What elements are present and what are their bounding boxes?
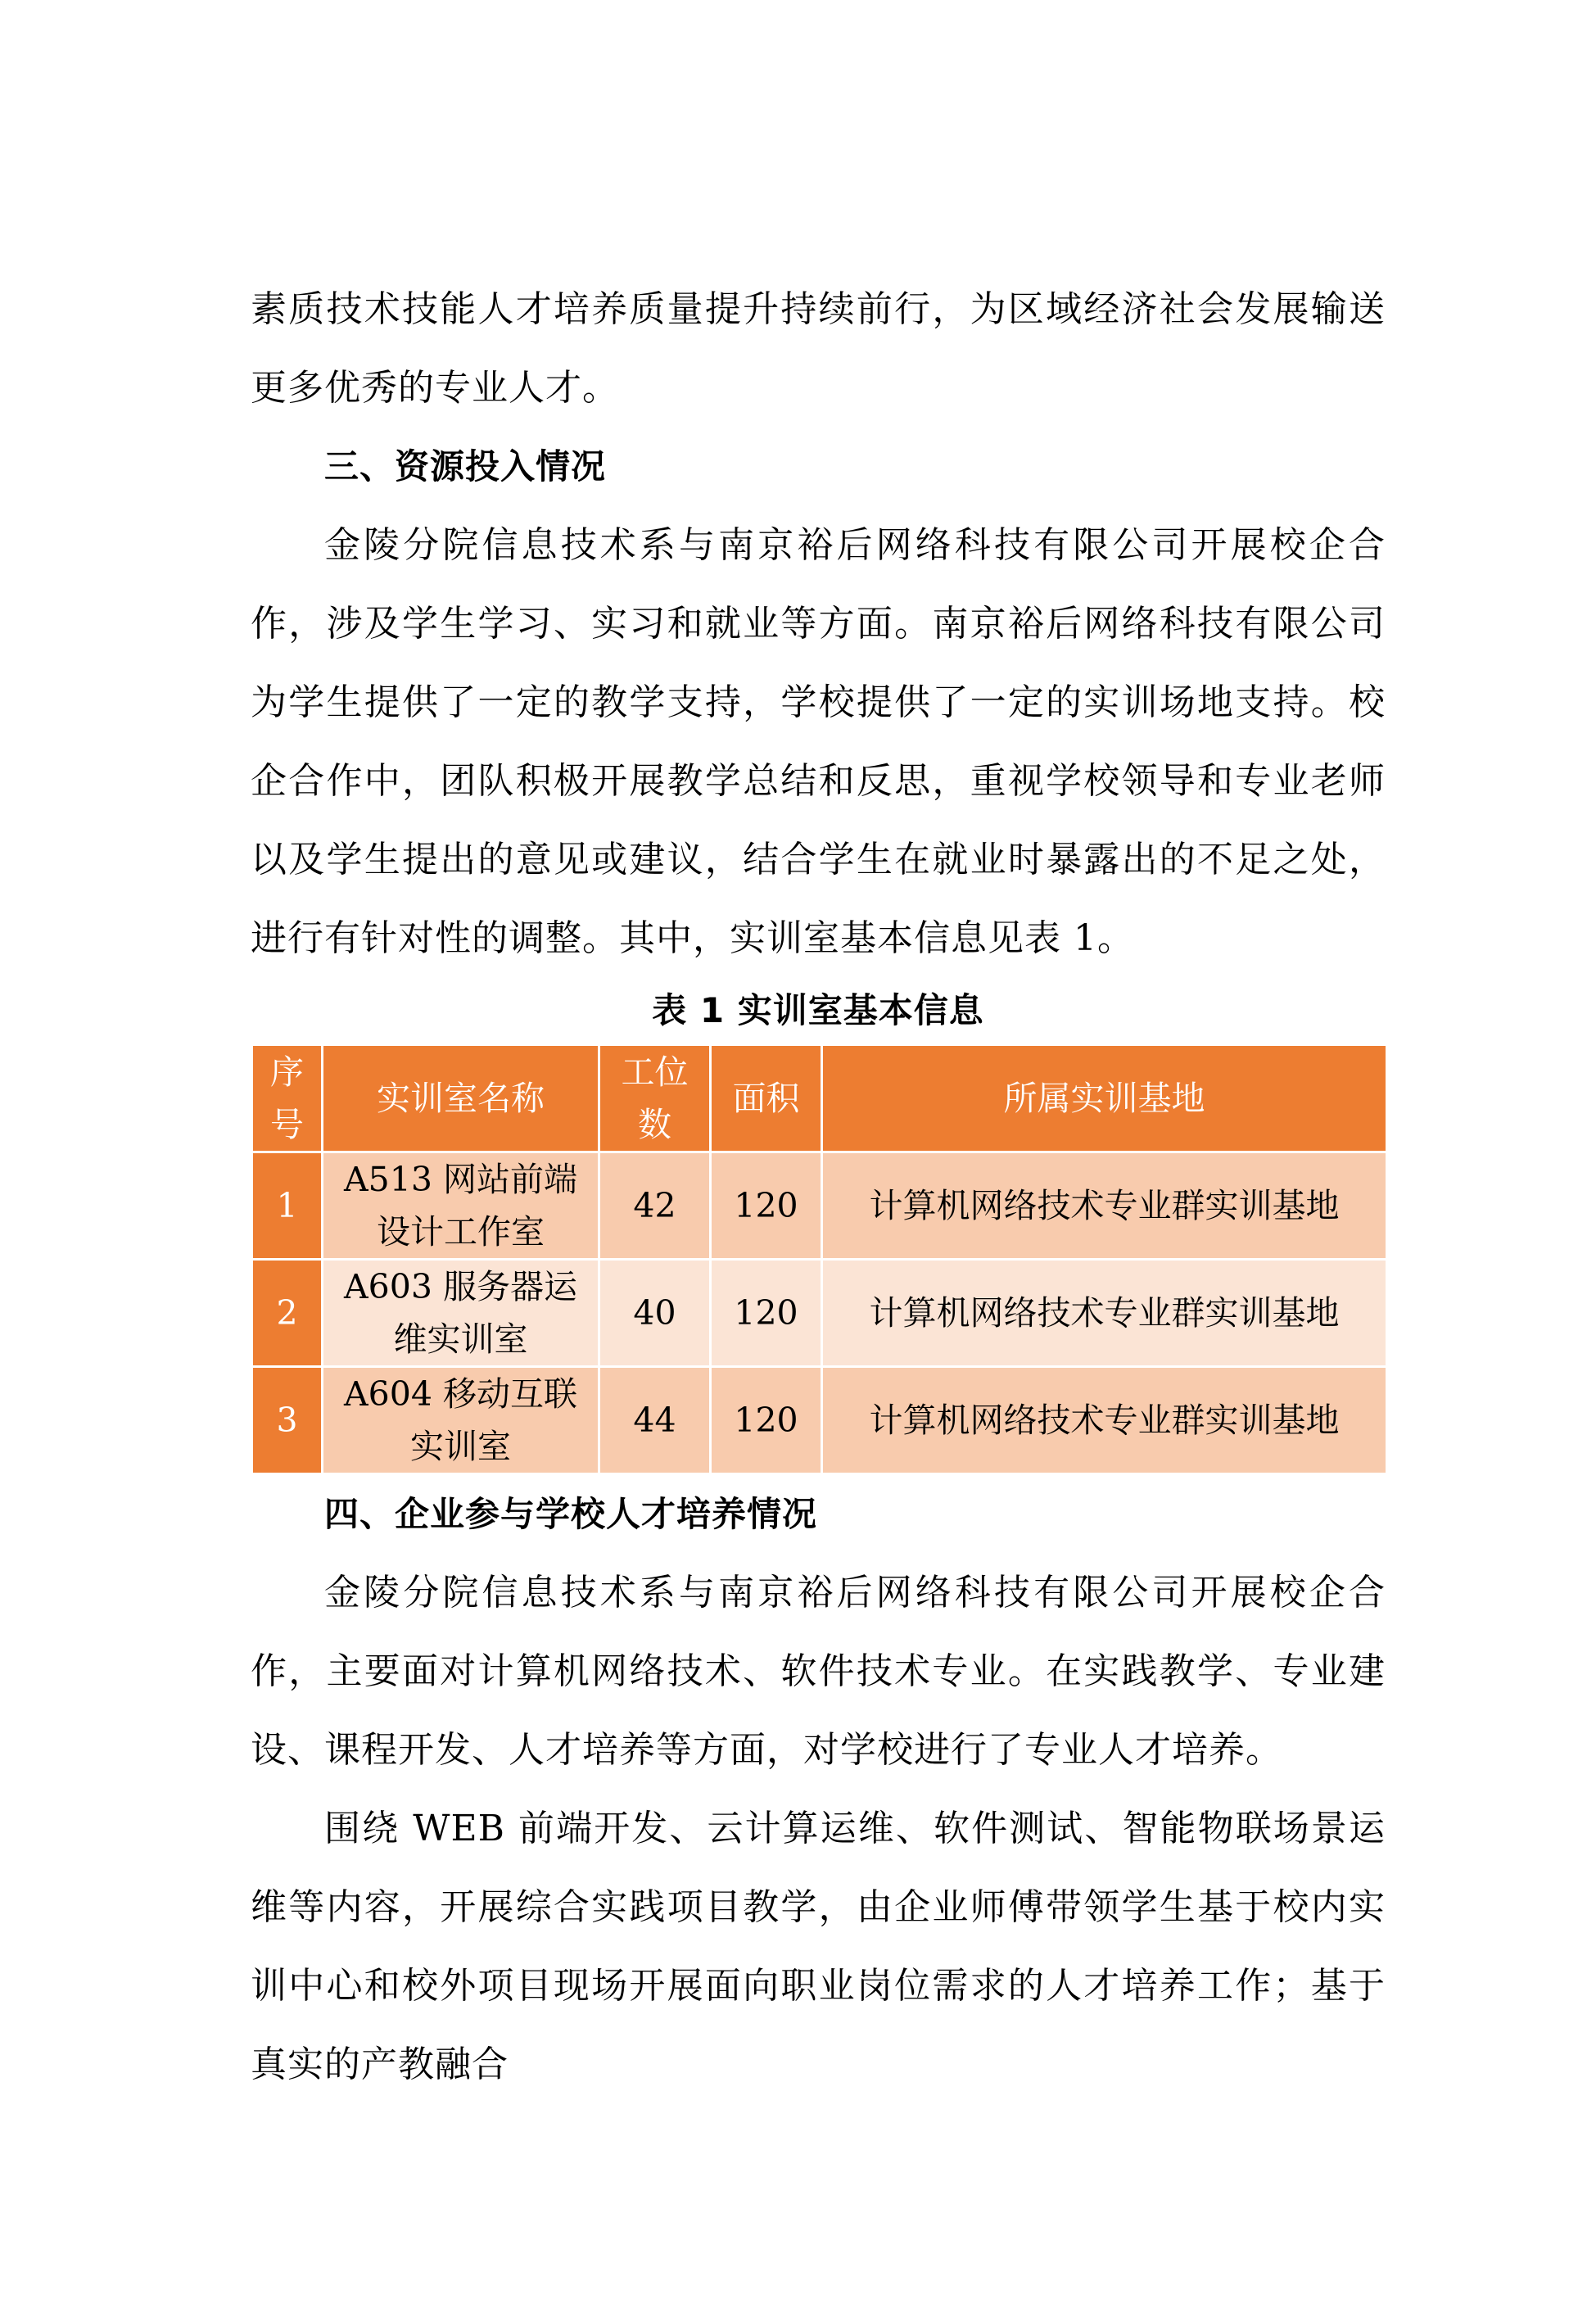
cell-area: 120 xyxy=(711,1367,822,1474)
paragraph-resources: 金陵分院信息技术系与南京裕后网络科技有限公司开展校企合作，涉及学生学习、实习和就业等方面。南京裕后网络科技有限公司为学生提供了一定的教学支持，学校提供了一定的实训场地支持。校企合作中，团队积极开展教学总结和反思，重视学校领导和专业老师以及学生提出的意见或建议，结合学生在就业时暴露出的不足之处，进行有针对性的调整。其中，实训室基本信息见表 1。 xyxy=(251,524,1386,959)
cell-base: 计算机网络技术专业群实训基地 xyxy=(822,1367,1387,1474)
header-base: 所属实训基地 xyxy=(822,1045,1387,1152)
cell-lab-name: A513 网站前端设计工作室 xyxy=(323,1152,599,1260)
header-area: 面积 xyxy=(711,1045,822,1152)
section-heading-resources: 三、资源投入情况 xyxy=(324,446,607,487)
cell-area: 120 xyxy=(711,1260,822,1367)
cell-stations: 40 xyxy=(599,1260,711,1367)
paragraph-enterprise-2: 围绕 WEB 前端开发、云计算运维、软件测试、智能物联场景运维等内容，开展综合实践项目教学，由企业师傅带领学生基于校内实训中心和校外项目现场开展面向职业岗位需求的人才培养工作；基于真实的产教融合 xyxy=(251,1808,1386,2085)
table-caption: 表 1 实训室基本信息 xyxy=(652,990,984,1030)
lab-info-table xyxy=(251,1043,1388,1475)
table-header-row xyxy=(252,1045,1387,1152)
cell-index: 3 xyxy=(252,1367,323,1474)
document-page xyxy=(251,270,1386,2104)
header-index: 序号 xyxy=(252,1045,323,1152)
cell-lab-name: A604 移动互联实训室 xyxy=(323,1367,599,1474)
cell-stations: 42 xyxy=(599,1152,711,1260)
header-stations: 工位数 xyxy=(599,1045,711,1152)
paragraph-enterprise-1: 金陵分院信息技术系与南京裕后网络科技有限公司开展校企合作，主要面对计算机网络技术、软件技术专业。在实践教学、专业建设、课程开发、人才培养等方面，对学校进行了专业人才培养。 xyxy=(251,1572,1386,1771)
table-row xyxy=(252,1367,1387,1474)
cell-index: 1 xyxy=(252,1152,323,1260)
section-heading-enterprise: 四、企业参与学校人才培养情况 xyxy=(324,1494,818,1534)
paragraph-continuation: 素质技术技能人才培养质量提升持续前行，为区域经济社会发展输送更多优秀的专业人才。 xyxy=(251,288,1386,409)
cell-lab-name: A603 服务器运维实训室 xyxy=(323,1260,599,1367)
cell-base: 计算机网络技术专业群实训基地 xyxy=(822,1260,1387,1367)
table-row xyxy=(252,1260,1387,1367)
header-lab-name: 实训室名称 xyxy=(323,1045,599,1152)
cell-stations: 44 xyxy=(599,1367,711,1474)
cell-area: 120 xyxy=(711,1152,822,1260)
cell-index: 2 xyxy=(252,1260,323,1367)
table-row xyxy=(252,1152,1387,1260)
cell-base: 计算机网络技术专业群实训基地 xyxy=(822,1152,1387,1260)
